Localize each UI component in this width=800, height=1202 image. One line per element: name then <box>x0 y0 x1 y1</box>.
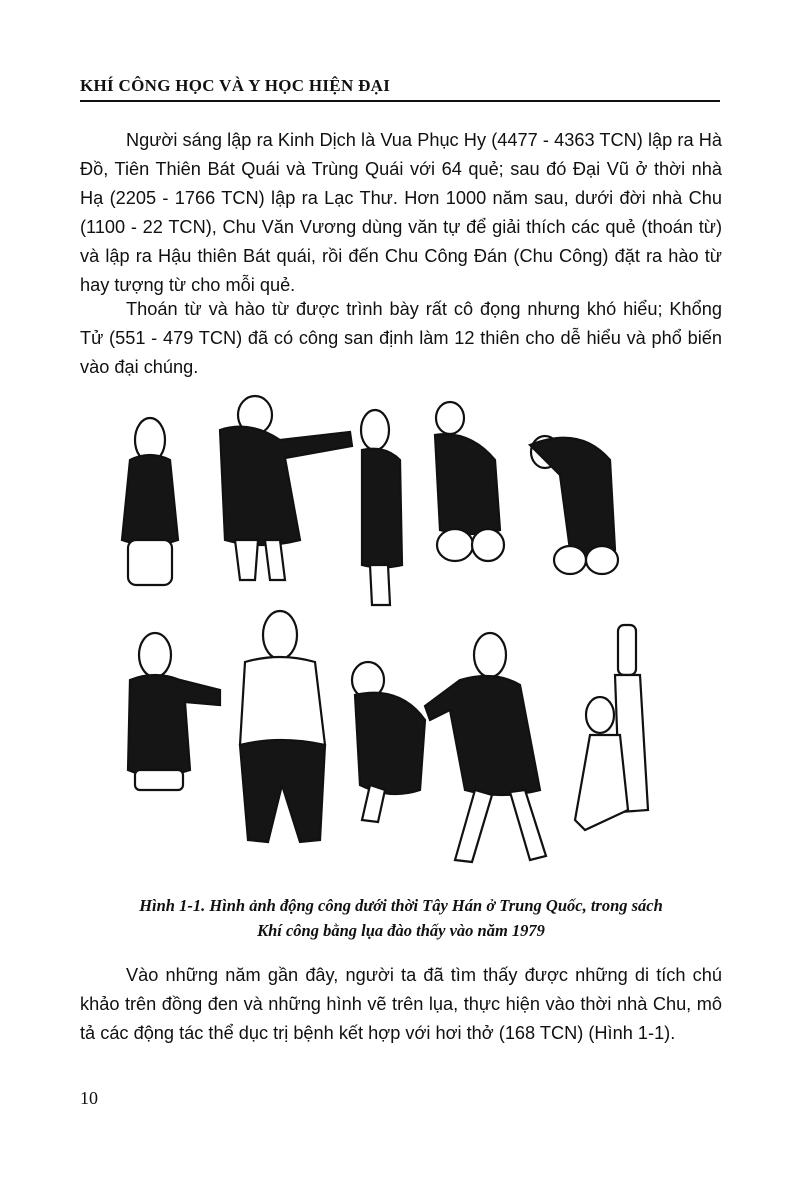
figure-caption <box>80 893 722 943</box>
figure-arm-extended <box>220 396 352 580</box>
paragraph-recent-findings: Vào những năm gần đây, người ta đã tìm thấy được những di tích chú khảo trên đồng đen và những hình vẽ trên lụa, thực hiện vào thời nhà Chu, mô tả các động tác thể dục trị bệnh kết hợp với hơi thở (168 TCN) (Hình 1-1). <box>80 965 722 1043</box>
paragraph-kinh-dich-origins: Người sáng lập ra Kinh Dịch là Vua Phục Hy (4477 - 4363 TCN) lập ra Hà Đồ, Tiên Thiên Bát Quái và Trùng Quái với 64 quẻ; sau đó Đại Vũ ở thời nhà Hạ (2205 - 1766 TCN) lập ra Lạc Thư. Hơn 1000 năm sau, dưới đời nhà Chu (1100 - 22 TCN), Chu Văn Vương dùng văn tự để giải thích các quẻ (thoán từ) và lập ra Hậu thiên Bát quái, rồi đến Chu Công Đán (Chu Công) đặt ra hào từ hay tượng từ cho mỗi quẻ. <box>80 130 722 295</box>
figure-reaching-out <box>128 633 220 790</box>
figure-bowing <box>530 436 618 574</box>
page-number: 10 <box>80 1088 98 1108</box>
caption-line-1: Hình 1-1. Hình ảnh động công dưới thời Tây Hán ở Trung Quốc, trong sách <box>139 896 663 915</box>
figure-walking-robed <box>425 633 546 862</box>
figure-arms-raised <box>575 625 648 830</box>
figure-standing-profile <box>361 410 402 605</box>
figure-bending-forward <box>435 402 504 561</box>
caption-line-2: Khí công bằng lụa đào thấy vào năm 1979 <box>257 921 545 940</box>
running-header: KHÍ CÔNG HỌC VÀ Y HỌC HIỆN ĐẠI <box>80 76 720 102</box>
figure-stooping-pair <box>352 662 425 822</box>
paragraph-confucius: Thoán từ và hào từ được trình bày rất cô đọng nhưng khó hiểu; Khổng Tử (551 - 479 TCN) đã có công san định làm 12 thiên cho dễ hiểu và phổ biến vào đại chúng. <box>80 299 722 377</box>
qigong-illustration <box>100 390 720 890</box>
figure-bare-chest <box>240 611 325 842</box>
figure-standing-robed <box>122 418 178 585</box>
